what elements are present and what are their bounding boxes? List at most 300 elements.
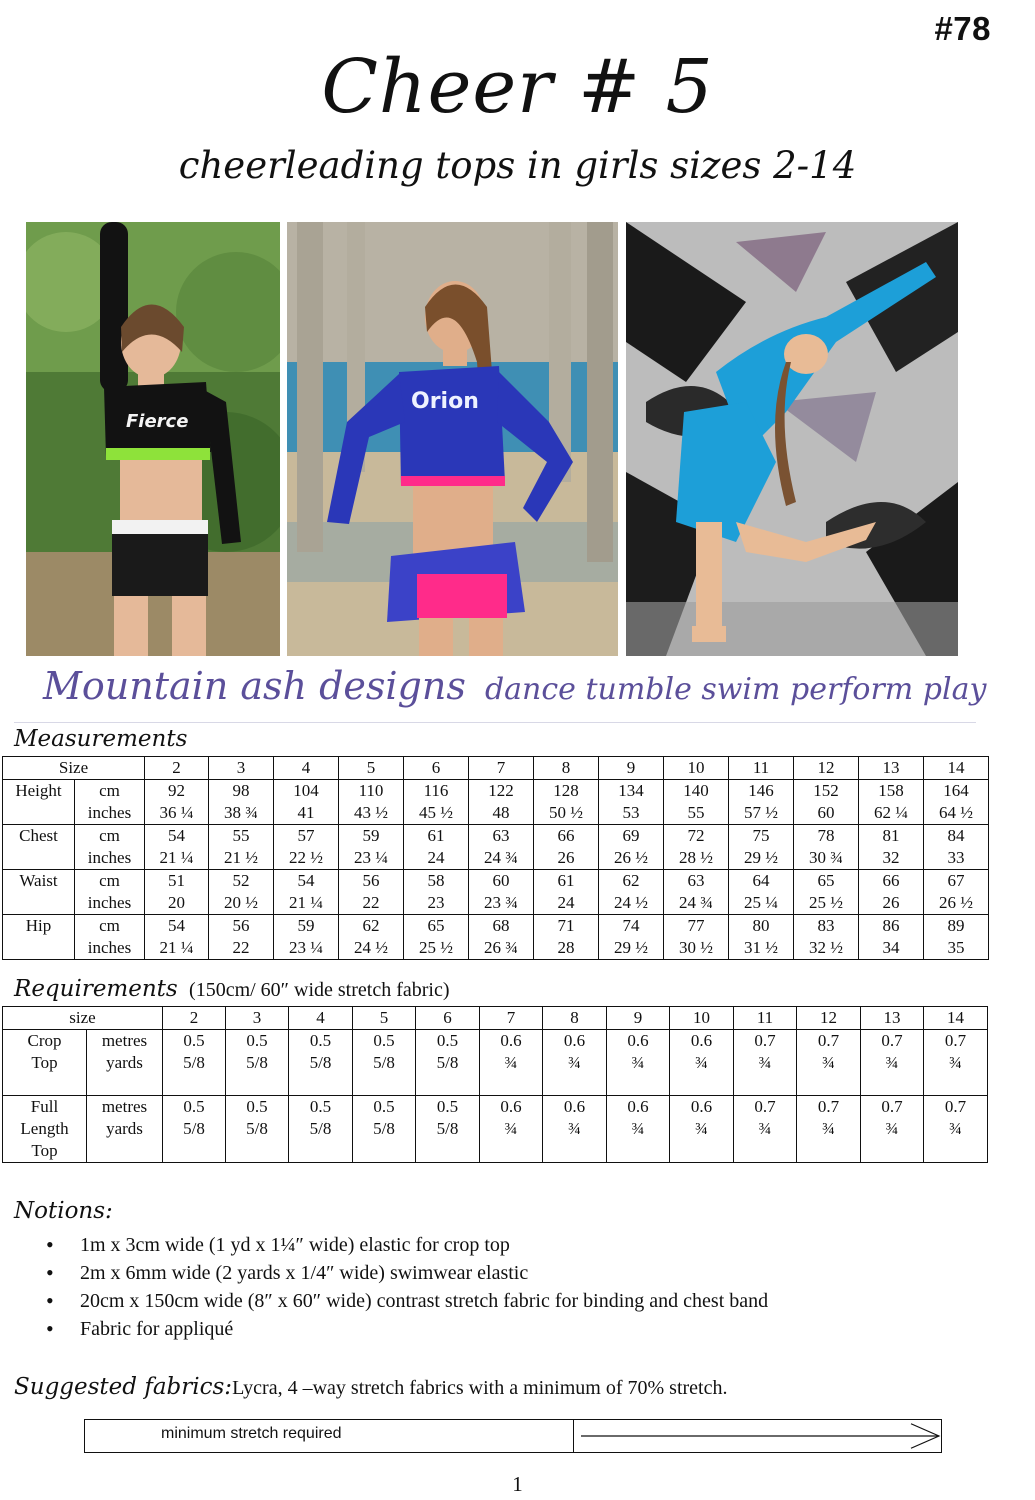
size-column-header: 4 [274,757,339,780]
list-item: • 2m x 6mm wide (2 yards x 1/4″ wide) swimwear elastic [46,1259,768,1287]
requirement-value-line: ¾ [949,1053,962,1072]
measurement-value-line: 26 ½ [939,893,973,912]
brand-name: Mountain ash designs [43,664,466,708]
requirement-value [226,1096,289,1163]
size-column-header: 10 [664,757,729,780]
measurement-value [664,915,729,960]
requirement-value-line: ¾ [758,1053,772,1072]
suggested-fabrics [14,1374,727,1400]
measurement-value-line: 98 [232,781,250,800]
table-row [3,825,989,870]
measurement-value-line: 53 [622,803,640,822]
requirement-value [416,1096,480,1163]
measurement-value-line: 164 [943,781,969,800]
requirement-value-line: ¾ [568,1119,581,1138]
measurement-value-line: 24 ½ [354,938,388,957]
measurement-value-line: 25 ½ [809,893,843,912]
measurement-value [729,780,794,825]
measurement-value [534,780,599,825]
requirement-value [353,1096,416,1163]
measurement-value-line: 25 ½ [419,938,453,957]
requirement-value-line: 0.5 [436,1031,459,1050]
size-column-header: 7 [480,1007,543,1030]
measurement-label: Height [3,780,75,825]
measurement-value-line: 32 ½ [809,938,843,957]
measurement-value [209,915,274,960]
measurement-value [599,825,664,870]
size-column-header: 14 [924,1007,988,1030]
unit-cell [75,825,145,870]
measurement-value-line: 104 [293,781,319,800]
measurement-value-line: 57 ½ [744,803,778,822]
requirement-value-line: 5/8 [436,1053,459,1072]
measurement-value-line: 54 [168,916,185,935]
measurement-value-line: 21 ¼ [289,893,323,912]
measurement-value-line: 26 [882,893,900,912]
measurement-value-line: 32 [882,848,900,867]
table-row [3,780,989,825]
requirement-value-line: 0.6 [500,1097,522,1116]
measurement-value [729,870,794,915]
requirement-value [416,1030,480,1096]
measurement-value [274,915,339,960]
requirement-value-line: 5/8 [373,1053,395,1072]
measurement-value-line: 140 [683,781,709,800]
requirement-value [734,1030,797,1096]
requirement-value [163,1096,226,1163]
measurement-value [404,780,469,825]
requirement-value-line: 0.6 [627,1097,649,1116]
stretch-guide-divider [573,1420,574,1452]
size-column-header: 5 [353,1007,416,1030]
measurement-value [339,780,404,825]
measurement-value-line: 65 [427,916,445,935]
measurement-value-line: 71 [557,916,575,935]
measurement-value [339,870,404,915]
suggested-fabrics-label: Suggested fabrics: [14,1374,233,1400]
measurement-value-line: 24 ¾ [679,893,713,912]
requirement-value-line: 0.5 [183,1031,205,1050]
measurement-value [534,870,599,915]
measurement-value [859,870,924,915]
requirements-title: Requirements [14,976,178,1002]
measurement-value [794,825,859,870]
measurement-value-line: 80 [752,916,770,935]
measurement-value [274,870,339,915]
unit-cell-line: cm [99,871,120,890]
measurement-value-line: 30 ¾ [809,848,843,867]
requirement-value [289,1030,353,1096]
notions-heading: Notions: [14,1198,113,1224]
requirement-value-line: 5/8 [183,1119,205,1138]
measurement-value-line: 43 ½ [354,803,388,822]
requirement-value-line: 0.7 [754,1031,776,1050]
measurement-value [924,780,989,825]
measurement-value [274,780,339,825]
measurement-value [664,780,729,825]
measurement-value-line: 50 ½ [549,803,583,822]
photo-turquoise-leotard [626,222,958,656]
measurement-value-line: 69 [622,826,640,845]
requirement-value-line: ¾ [758,1119,772,1138]
notions-list [46,1231,768,1343]
size-column-header: 3 [209,757,274,780]
requirement-value-line: 0.6 [563,1031,586,1050]
measurement-value [469,780,534,825]
table-row [3,915,989,960]
measurement-value-line: 29 ½ [744,848,778,867]
photo-black-crop-top [26,222,280,656]
requirement-value-line: 0.6 [563,1097,586,1116]
table-row [3,1096,988,1163]
requirement-value-line: 5/8 [309,1119,332,1138]
measurement-value-line: 62 [362,916,380,935]
unit-cell-line: inches [87,848,132,867]
requirement-value [797,1030,861,1096]
measurement-value-line: 72 [687,826,705,845]
measurement-value-line: 77 [687,916,705,935]
measurement-value-line: 56 [232,916,250,935]
unit-cell-line: yards [106,1053,143,1072]
measurement-value-line: 61 [427,826,445,845]
measurement-value-line: 24 ¾ [484,848,518,867]
measurement-value-line: 63 [687,871,705,890]
requirement-value-line: ¾ [695,1119,708,1138]
stretch-arrow-icon [579,1420,943,1452]
measurement-value-line: 66 [557,826,575,845]
requirement-value [861,1096,924,1163]
requirements-heading [14,976,450,1002]
measurement-value-line: 57 [297,826,315,845]
unit-cell [75,870,145,915]
measurement-value [404,870,469,915]
measurement-value-line: 64 [752,871,770,890]
requirement-value-line: ¾ [631,1053,645,1072]
size-column-header: 5 [339,757,404,780]
requirement-value-line: 5/8 [309,1053,332,1072]
requirement-value-line: 5/8 [373,1119,395,1138]
measurement-value-line: 28 ½ [679,848,713,867]
garment-label-line: Full [30,1097,59,1116]
measurement-value-line: 30 ½ [679,938,713,957]
measurement-value-line: 23 ¼ [354,848,388,867]
requirement-value [924,1096,988,1163]
requirement-value-line: 0.5 [309,1031,332,1050]
requirement-value-line: 0.7 [944,1097,967,1116]
measurement-value-line: 25 ¼ [744,893,778,912]
requirement-value-line: 0.7 [881,1031,903,1050]
size-column-header: 8 [543,1007,607,1030]
requirement-value-line: 0.6 [627,1031,649,1050]
measurement-value-line: 89 [947,916,965,935]
measurement-label: Waist [3,870,75,915]
measurement-value-line: 24 ½ [614,893,648,912]
requirement-value-line: ¾ [568,1053,581,1072]
measurement-value-line: 23 [427,893,445,912]
measurement-value-line: 35 [947,938,965,957]
measurement-value [209,825,274,870]
unit-cell-line: cm [99,826,120,845]
measurement-value-line: 45 ½ [419,803,453,822]
unit-cell [87,1096,163,1163]
measurement-value [794,870,859,915]
requirement-value-line: 0.5 [246,1031,268,1050]
measurement-value [145,870,209,915]
measurement-value-line: 23 ¾ [484,893,518,912]
pattern-subtitle: cheerleading tops in girls sizes 2-14 [178,144,857,187]
size-column-header: 9 [607,1007,670,1030]
measurement-value-line: 52 [232,871,250,890]
measurement-value-line: 24 [557,893,575,912]
size-column-header: 2 [145,757,209,780]
requirement-value-line: 5/8 [246,1053,268,1072]
photo-print-fierce: Fierce [126,411,189,432]
requirement-value [861,1030,924,1096]
measurement-value [859,915,924,960]
requirement-value-line: ¾ [822,1119,835,1138]
requirement-value-line: ¾ [504,1119,518,1138]
measurement-value [209,870,274,915]
size-column-header: 2 [163,1007,226,1030]
size-column-header: 6 [416,1007,480,1030]
measurement-label: Chest [3,825,75,870]
measurement-value-line: 21 ¼ [159,848,194,867]
measurement-value-line: 22 ½ [289,848,323,867]
garment-label-line: Crop [27,1031,62,1050]
unit-cell-line: cm [99,916,120,935]
requirement-value-line: 0.7 [944,1031,967,1050]
unit-cell-line: metres [101,1097,148,1116]
size-column-header: 9 [599,757,664,780]
measurement-value [339,915,404,960]
requirement-value-line: 0.6 [500,1031,522,1050]
measurement-value [145,780,209,825]
photo-print-orion: Orion [411,389,479,414]
unit-cell-line: inches [87,938,132,957]
measurement-value-line: 92 [168,781,185,800]
measurement-value-line: 20 ½ [224,893,258,912]
measurement-value-line: 116 [423,781,449,800]
requirement-value-line: ¾ [885,1053,899,1072]
measurement-value-line: 48 [492,803,510,822]
requirement-value-line: 0.7 [754,1097,776,1116]
measurement-value [404,915,469,960]
requirement-value-line: 0.6 [690,1097,713,1116]
measurement-value-line: 28 [557,938,575,957]
measurement-value-line: 152 [813,781,839,800]
size-header: Size [3,757,145,780]
measurement-value-line: 60 [817,803,835,822]
measurement-value [924,915,989,960]
measurement-value [664,825,729,870]
measurement-value [339,825,404,870]
stretch-guide [84,1419,942,1453]
list-item: • Fabric for appliqué [46,1315,768,1343]
measurement-value-line: 36 ¼ [159,803,194,822]
measurement-value-line: 26 ¾ [484,938,518,957]
measurement-value-line: 24 [427,848,445,867]
requirement-value [797,1096,861,1163]
requirement-value [353,1030,416,1096]
photo-blue-crop-top [287,222,618,656]
measurement-value-line: 20 [168,893,185,912]
measurement-value [859,825,924,870]
measurement-value-line: 84 [947,826,965,845]
requirement-value-line: 0.5 [246,1097,268,1116]
measurement-value [794,780,859,825]
measurement-value-line: 56 [362,871,380,890]
measurement-value [534,825,599,870]
measurement-value-line: 158 [878,781,904,800]
requirement-value-line: 0.5 [436,1097,459,1116]
measurement-value [599,870,664,915]
unit-cell-line: metres [101,1031,148,1050]
size-column-header: 7 [469,757,534,780]
measurement-value-line: 23 ¼ [289,938,323,957]
measurement-value-line: 68 [492,916,510,935]
measurement-value-line: 67 [947,871,965,890]
measurement-value [729,825,794,870]
measurement-value [924,870,989,915]
requirement-value-line: 0.6 [690,1031,713,1050]
measurement-value-line: 128 [553,781,579,800]
measurement-value-line: 54 [297,871,315,890]
measurement-value-line: 34 [882,938,900,957]
requirement-value-line: 0.7 [817,1097,840,1116]
measurement-value-line: 110 [358,781,384,800]
requirement-value-line: ¾ [695,1053,708,1072]
table-row [3,1007,988,1030]
size-column-header: 13 [859,757,924,780]
measurement-value-line: 51 [168,871,185,890]
measurement-value [145,825,209,870]
measurement-value-line: 58 [427,871,445,890]
size-column-header: 11 [729,757,794,780]
size-column-header: 4 [289,1007,353,1030]
measurement-value [729,915,794,960]
measurement-value [469,915,534,960]
measurement-value-line: 65 [817,871,835,890]
measurement-value-line: 146 [748,781,774,800]
measurement-value-line: 62 ¼ [874,803,908,822]
stretch-guide-label: minimum stretch required [161,1425,342,1442]
measurement-value-line: 66 [882,871,900,890]
requirement-value [543,1030,607,1096]
requirement-value [543,1096,607,1163]
brand-line [43,664,986,708]
list-item: • 1m x 3cm wide (1 yd x 1¼″ wide) elastic for crop top [46,1231,768,1259]
requirement-value-line: ¾ [631,1119,645,1138]
requirement-value-line: 5/8 [183,1053,205,1072]
measurement-value [469,870,534,915]
measurement-value-line: 41 [297,803,315,822]
requirement-value-line: 0.7 [817,1031,840,1050]
requirement-value-line: 0.5 [373,1031,395,1050]
measurement-value [209,780,274,825]
measurement-value-line: 83 [817,916,835,935]
measurement-value [534,915,599,960]
measurement-value [469,825,534,870]
measurements-heading: Measurements [14,726,188,752]
measurement-value-line: 54 [168,826,185,845]
requirement-value [607,1096,670,1163]
measurement-value [274,825,339,870]
unit-cell [75,915,145,960]
garment-label-line: Top [31,1141,58,1160]
size-column-header: 10 [670,1007,734,1030]
requirements-note: (150cm/ 60″ wide stretch fabric) [189,979,450,1001]
table-row [3,870,989,915]
requirement-value-line: 5/8 [436,1119,459,1138]
measurement-value-line: 134 [618,781,644,800]
requirement-value [480,1096,543,1163]
requirement-value-line: ¾ [822,1053,835,1072]
measurement-value-line: 64 ½ [939,803,973,822]
measurement-value-line: 31 ½ [744,938,778,957]
requirement-value [924,1030,988,1096]
requirement-value [607,1030,670,1096]
size-header: size [3,1007,163,1030]
measurement-value [404,825,469,870]
measurement-value-line: 62 [622,871,640,890]
measurement-value-line: 74 [622,916,640,935]
measurement-value [599,915,664,960]
requirement-value-line: ¾ [949,1119,962,1138]
measurement-value-line: 59 [362,826,380,845]
brand-divider [14,722,976,723]
size-column-header: 14 [924,757,989,780]
measurement-value-line: 21 ¼ [159,938,194,957]
measurement-value-line: 29 ½ [614,938,648,957]
measurement-value-line: 22 [232,938,250,957]
list-item: • 20cm x 150cm wide (8″ x 60″ wide) contrast stretch fabric for binding and chest band [46,1287,768,1315]
requirement-value-line: 0.5 [373,1097,395,1116]
requirement-value-line: 5/8 [246,1119,268,1138]
size-column-header: 8 [534,757,599,780]
unit-cell-line: yards [106,1119,143,1138]
requirement-value-line: 0.5 [309,1097,332,1116]
size-column-header: 12 [794,757,859,780]
requirement-value-line: 0.5 [183,1097,205,1116]
requirement-value [734,1096,797,1163]
measurement-value [859,780,924,825]
unit-cell [75,780,145,825]
measurement-value-line: 55 [687,803,705,822]
requirement-value [670,1096,734,1163]
requirement-value-line: ¾ [885,1119,899,1138]
measurement-value [664,870,729,915]
measurement-value-line: 122 [488,781,514,800]
measurement-value-line: 86 [882,916,900,935]
measurement-value-line: 38 ¾ [224,803,258,822]
requirement-value [163,1030,226,1096]
measurement-value-line: 21 ½ [224,848,258,867]
unit-cell-line: cm [99,781,120,800]
unit-cell-line: inches [87,893,132,912]
size-column-header: 12 [797,1007,861,1030]
size-column-header: 13 [861,1007,924,1030]
requirement-value [480,1030,543,1096]
measurement-value-line: 55 [232,826,250,845]
brand-tagline: dance tumble swim perform play [484,672,987,707]
measurement-value-line: 22 [362,893,380,912]
measurement-value-line: 60 [492,871,510,890]
suggested-fabrics-text: Lycra, 4 –way stretch fabrics with a minimum of 70% stretch. [232,1377,728,1399]
requirement-value-line: 0.7 [881,1097,903,1116]
measurement-value-line: 59 [297,916,315,935]
table-row [3,757,989,780]
measurement-value-line: 33 [947,848,965,867]
